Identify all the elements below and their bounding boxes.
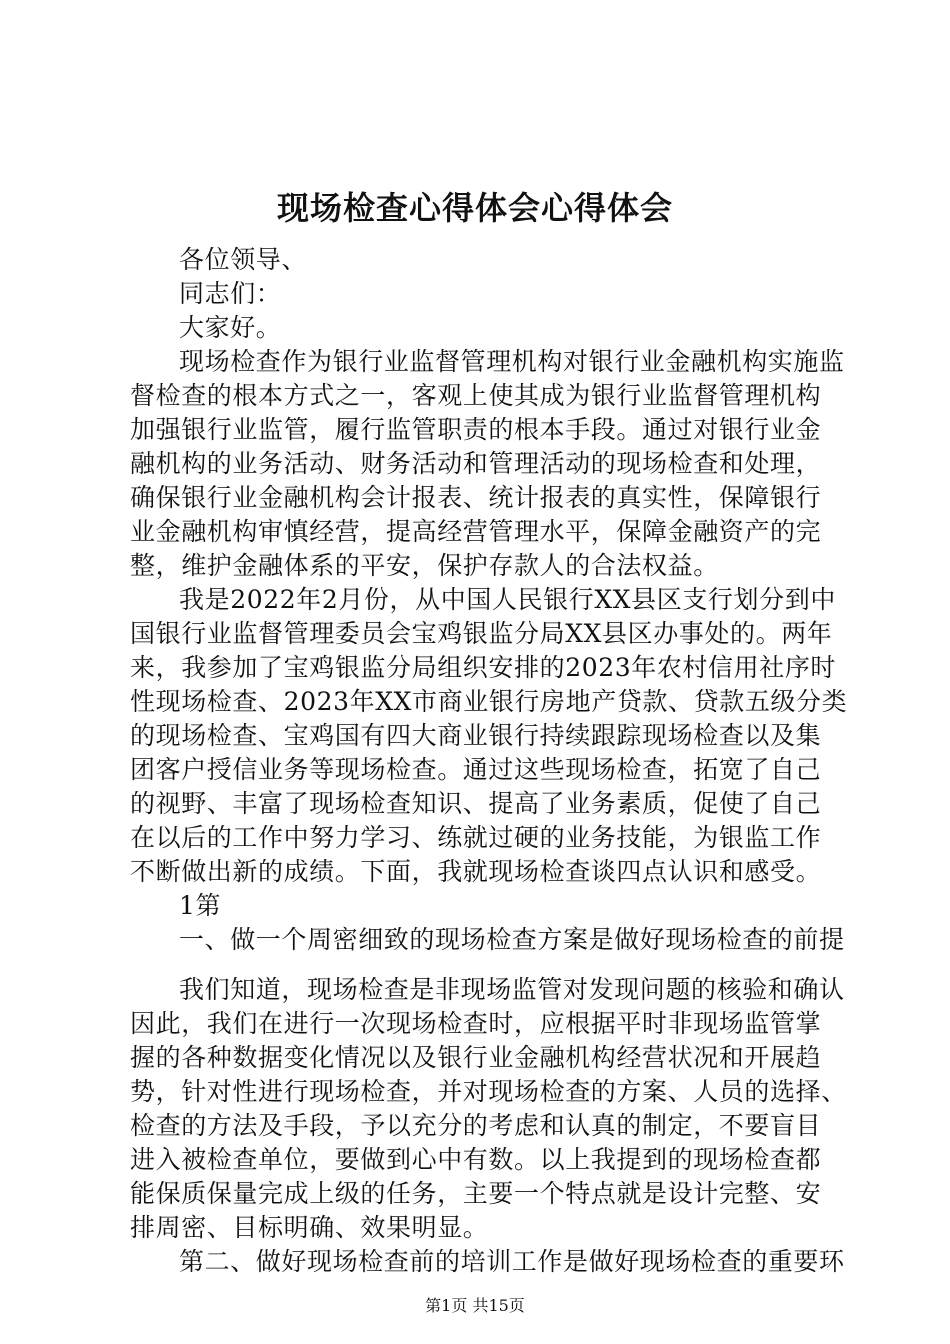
text-line: 来，我参加了宝鸡银监分局组织安排的2023年农村信用社序时 [130,653,837,682]
text-line: 进入被检查单位，要做到心中有数。以上我提到的现场检查都 [130,1145,822,1174]
section-heading: 一、做一个周密细致的现场检查方案是做好现场检查的前提 [179,925,845,954]
text-line: 确保银行业金融机构会计报表、统计报表的真实性，保障银行 [130,483,822,512]
text-line: 在以后的工作中努力学习、练就过硬的业务技能，为银监工作 [130,823,822,852]
text-line: 排周密、目标明确、效果明显。 [130,1213,489,1242]
text-line: 性现场检查、2023年XX市商业银行房地产贷款、贷款五级分类 [130,687,848,716]
text-line: 不断做出新的成绩。下面，我就现场检查谈四点认识和感受。 [130,857,822,886]
text-line: 检查的方法及手段，予以充分的考虑和认真的制定，不要盲目 [130,1111,822,1140]
text-line: 现场检查作为银行业监督管理机构对银行业金融机构实施监 [179,347,845,376]
text-line: 的现场检查、宝鸡国有四大商业银行持续跟踪现场检查以及集 [130,721,822,750]
text-line: 加强银行业监管，履行监管职责的根本手段。通过对银行业金 [130,415,822,444]
text-line: 整，维护金融体系的平安，保护存款人的合法权益。 [130,551,719,580]
text-line: 我是2022年2月份，从中国人民银行XX县区支行划分到中 [179,585,836,614]
page-number-footer: 第1页 共15页 [425,1296,525,1315]
text-line: 的视野、丰富了现场检查知识、提高了业务素质，促使了自己 [130,789,822,818]
text-line: 因此，我们在进行一次现场检查时，应根据平时非现场监管掌 [130,1009,822,1038]
text-line: 督检查的根本方式之一，客观上使其成为银行业监督管理机构 [130,381,822,410]
document-title: 现场检查心得体会心得体会 [276,189,673,227]
text-line: 握的各种数据变化情况以及银行业金融机构经营状况和开展趋 [130,1043,822,1072]
salutation-line: 各位领导、 [179,245,308,274]
text-line: 融机构的业务活动、财务活动和管理活动的现场检查和处理， [130,449,822,478]
text-line: 团客户授信业务等现场检查。通过这些现场检查，拓宽了自己 [130,755,822,784]
greeting-line: 大家好。 [179,313,282,342]
text-line: 我们知道，现场检查是非现场监管对发现问题的核验和确认 [179,975,845,1004]
section-marker: 1第 [179,891,222,920]
text-line: 势，针对性进行现场检查，并对现场检查的方案、人员的选择、 [130,1077,847,1106]
text-line: 业金融机构审慎经营，提高经营管理水平，保障金融资产的完 [130,517,822,546]
text-line: 国银行业监督管理委员会宝鸡银监分局XX县区办事处的。两年 [130,619,833,648]
text-line: 能保质保量完成上级的任务，主要一个特点就是设计完整、安 [130,1179,822,1208]
section-heading: 第二、做好现场检查前的培训工作是做好现场检查的重要环 [179,1247,845,1276]
salutation-line: 同志们： [179,279,282,308]
